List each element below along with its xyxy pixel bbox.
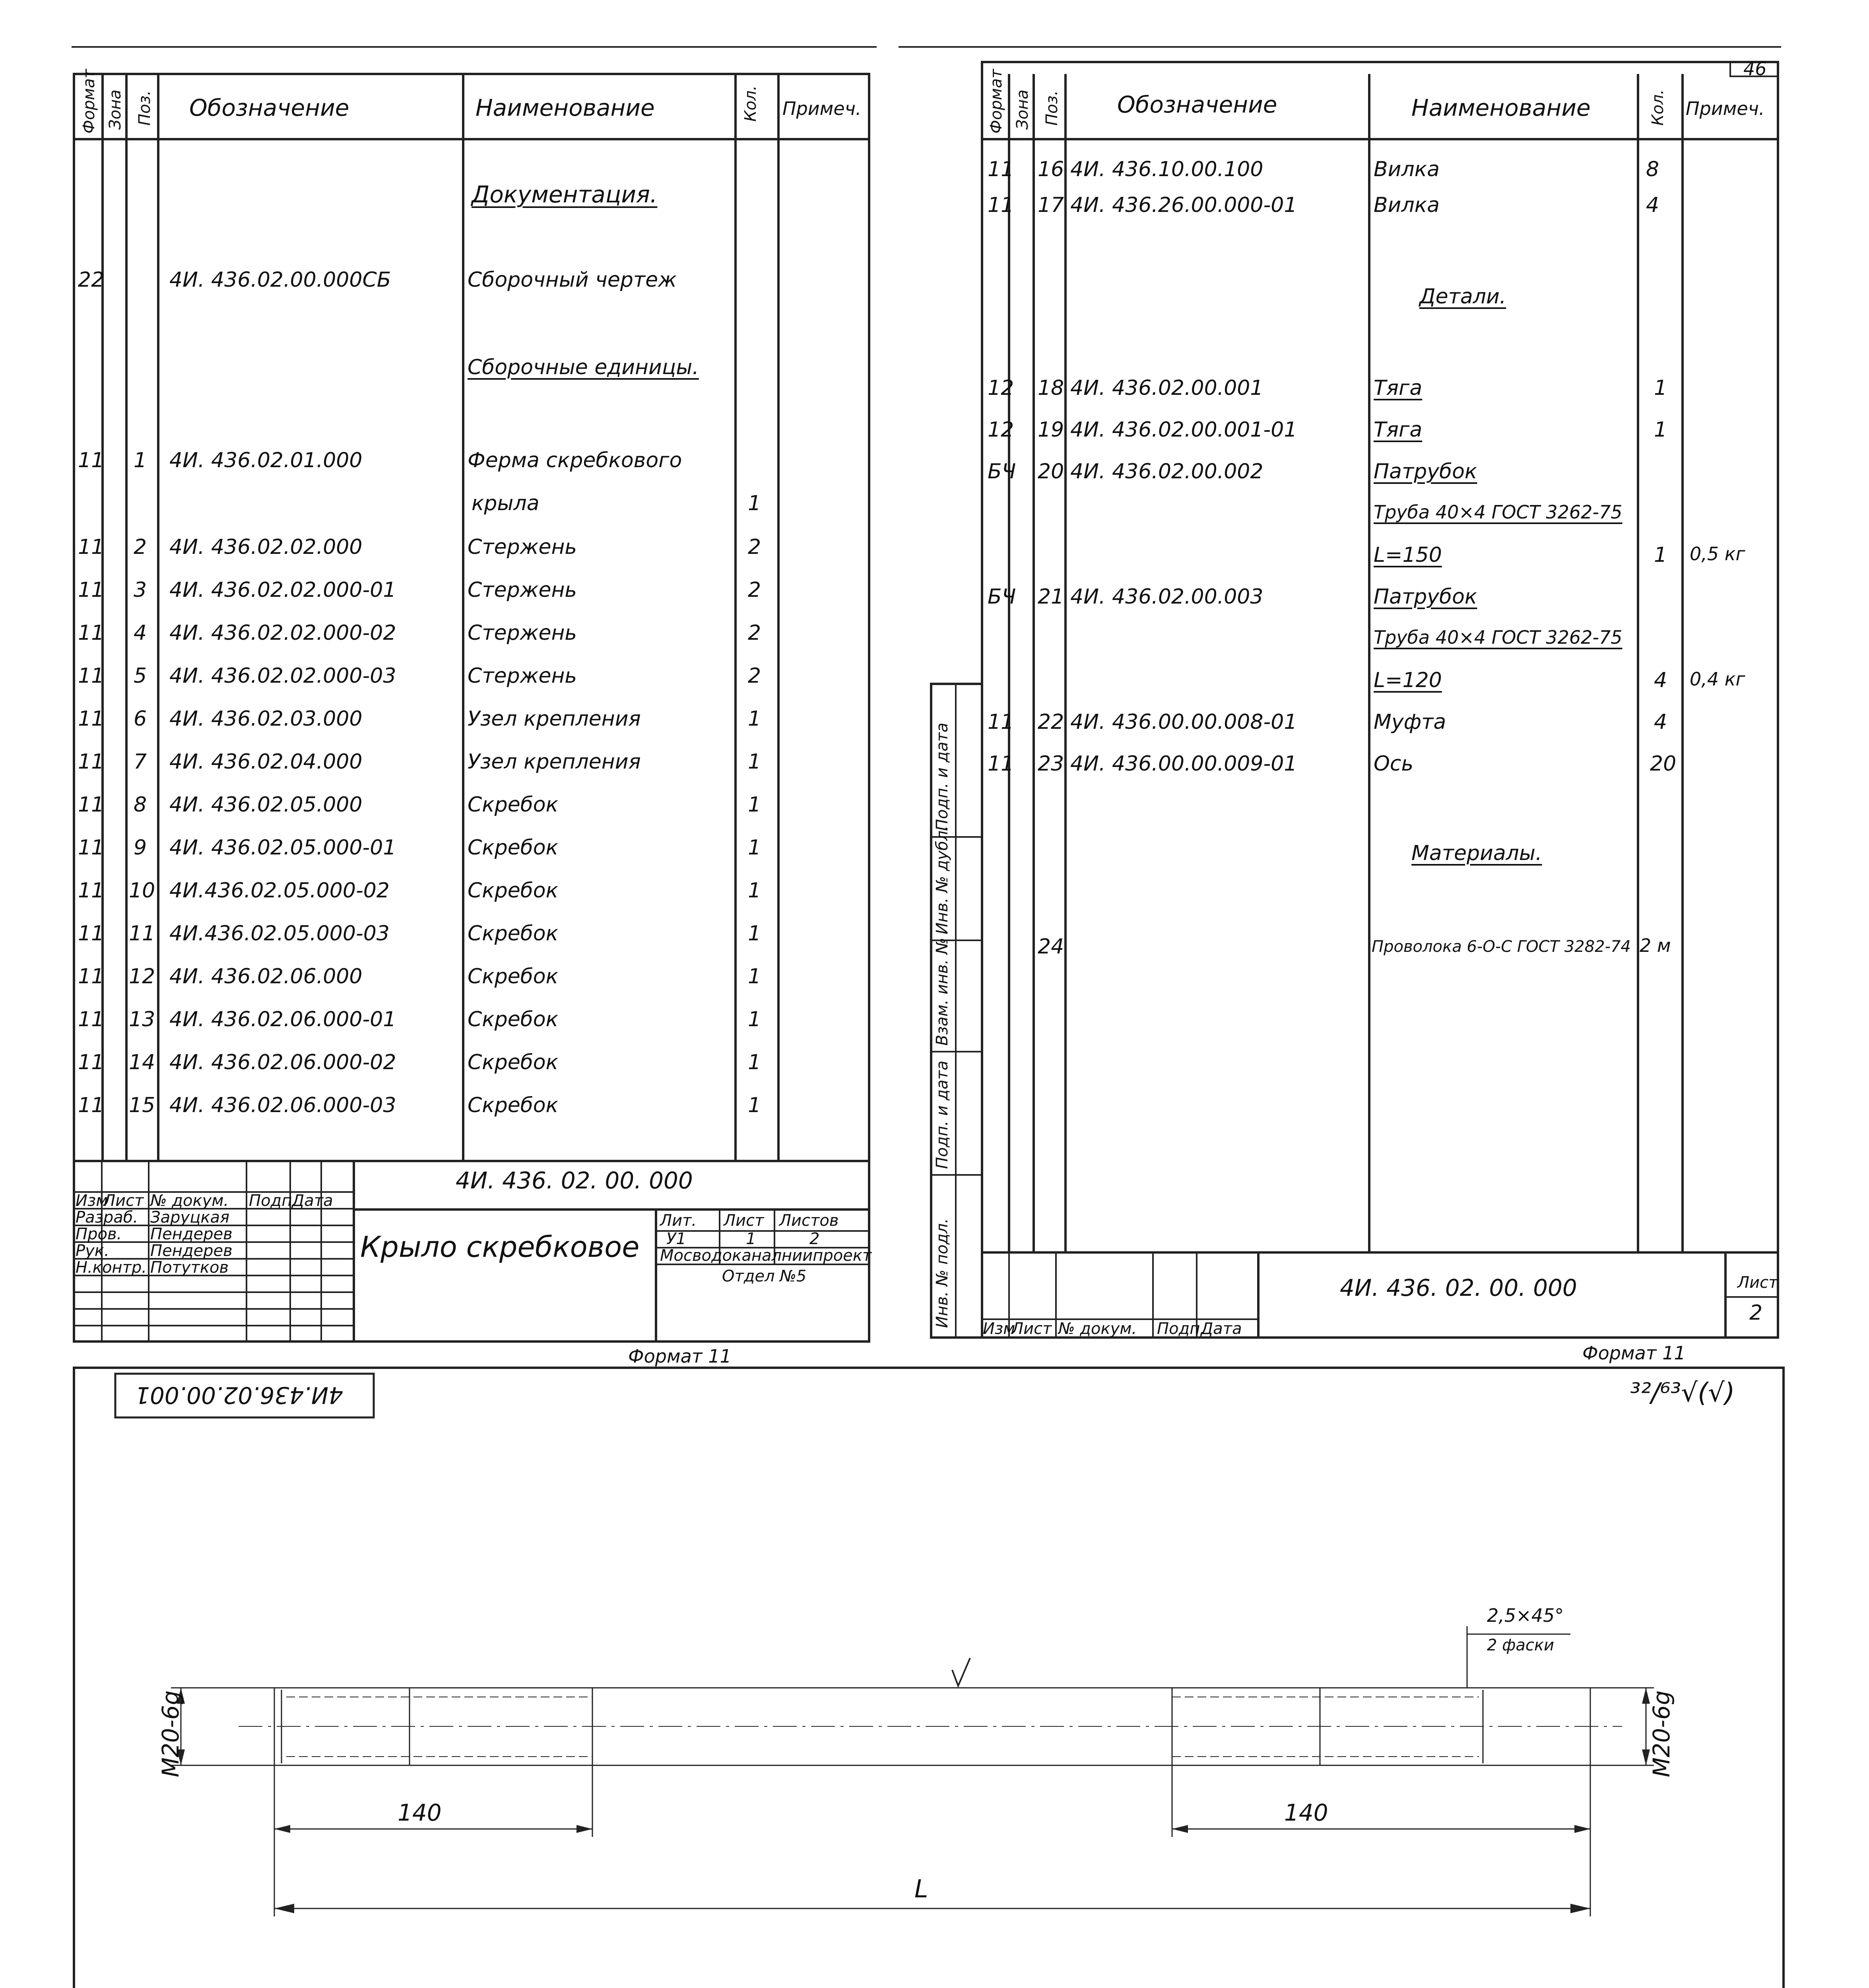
row-qty: 1 — [1654, 543, 1667, 567]
row-name: Скребок — [468, 1050, 559, 1074]
row-pos: 15 — [129, 1093, 155, 1117]
row-designation: 4И.436.02.05.000-03 — [169, 922, 390, 945]
row-format: 11 — [78, 578, 105, 602]
header-name: Наименование — [1411, 94, 1591, 121]
row-note: 0,5 кг — [1690, 543, 1745, 565]
row-designation: 4И. 436.26.00.000-01 — [1070, 193, 1297, 217]
row-name: Патрубок — [1374, 585, 1477, 609]
row-format: БЧ — [988, 585, 1016, 609]
row-pos: 14 — [129, 1050, 155, 1074]
row-qty: 2 — [748, 578, 761, 602]
row-format: 11 — [78, 750, 105, 774]
row-designation: 4И. 436.02.02.000-03 — [169, 664, 396, 688]
row-format: 11 — [78, 922, 105, 945]
row-pos: 8 — [134, 793, 147, 817]
tb-col-sign: Подп. — [1157, 1320, 1205, 1338]
row-designation: 4И. 436.02.06.000 — [169, 965, 363, 988]
row-name: Сборочные единицы. — [468, 355, 699, 379]
row-qty: 1 — [748, 879, 761, 903]
row-designation: 4И. 436.02.06.000-01 — [169, 1008, 396, 1031]
row-designation: 4И. 436.02.00.001 — [1070, 376, 1263, 400]
thread-right-label: М20-6g — [1648, 1690, 1675, 1777]
row-pos: 13 — [129, 1008, 155, 1031]
tb-sheet-label: Лист — [1737, 1274, 1778, 1292]
tb-col-doc: № докум. — [150, 1192, 229, 1210]
row-format: 11 — [78, 879, 105, 903]
tb-person: Потутков — [150, 1258, 229, 1277]
row-pos: 11 — [129, 922, 155, 945]
side-label: Инв. № подл. — [933, 1218, 951, 1328]
row-format: 12 — [988, 376, 1014, 400]
side-label: Подп. и дата — [933, 722, 951, 831]
row-pos: 21 — [1038, 585, 1064, 609]
row-format: 11 — [78, 965, 105, 988]
row-qty: 2 — [748, 621, 761, 645]
row-designation: 4И. 436.02.05.000-01 — [169, 836, 396, 860]
tb-col-date: Дата — [292, 1192, 333, 1210]
row-designation: 4И. 436.02.00.003 — [1070, 585, 1263, 609]
row-qty: 1 — [1654, 418, 1667, 442]
row-name: Скребок — [468, 922, 559, 945]
row-name: крыла — [472, 491, 540, 515]
tb-role: Н.контр. — [76, 1258, 147, 1277]
side-label: Взам. инв. № — [933, 938, 951, 1046]
row-name: Труба 40×4 ГОСТ 3262-75 — [1374, 627, 1623, 648]
header-note: Примеч. — [782, 98, 862, 119]
row-format: 11 — [988, 710, 1014, 734]
row-pos: 3 — [134, 578, 147, 602]
tb-designation: 4И. 436. 02. 00. 000 — [456, 1167, 693, 1194]
row-name: Скребок — [468, 793, 559, 817]
row-name: Сборочный чертеж — [468, 268, 677, 292]
row-format: 22 — [78, 268, 105, 292]
row-name: L=120 — [1374, 668, 1442, 692]
row-name: Труба 40×4 ГОСТ 3262-75 — [1374, 501, 1623, 523]
row-name: Стержень — [468, 578, 577, 602]
sheet-2-title-block — [982, 1252, 1778, 1338]
row-format: 11 — [78, 535, 105, 559]
row-qty: 2 — [748, 535, 761, 559]
row-pos: 18 — [1038, 376, 1064, 400]
header-name: Наименование — [475, 94, 655, 121]
row-designation: 4И. 436.00.00.008-01 — [1070, 710, 1297, 734]
tb-designation: 4И. 436. 02. 00. 000 — [1340, 1274, 1577, 1301]
row-qty: 4 — [1646, 193, 1659, 217]
tb-col-izm: Изм — [76, 1192, 108, 1210]
row-name: Скребок — [468, 965, 559, 988]
row-designation: 4И. 436.02.00.000СБ — [169, 268, 391, 292]
row-name: Узел крепления — [468, 750, 641, 774]
row-pos: 20 — [1038, 460, 1064, 483]
row-name: Скребок — [468, 1008, 559, 1031]
row-qty: 1 — [748, 750, 761, 774]
row-designation: 4И. 436.10.00.100 — [1070, 157, 1263, 181]
row-format: 11 — [988, 193, 1014, 217]
sheet-1-format-note: Формат 11 — [628, 1345, 732, 1367]
row-qty: 8 — [1646, 157, 1659, 181]
row-name: Муфта — [1374, 710, 1446, 734]
row-pos: 23 — [1038, 752, 1064, 776]
header-format: Формат — [987, 69, 1005, 134]
row-name: L=150 — [1374, 543, 1442, 567]
tb-col-date: Дата — [1201, 1320, 1242, 1338]
row-designation: 4И. 436.02.04.000 — [169, 750, 363, 774]
row-name: Тяга — [1374, 418, 1423, 442]
row-pos: 16 — [1038, 157, 1064, 181]
roughness-symbol: ³²/⁶³√(√) — [1630, 1377, 1735, 1408]
row-name: Тяга — [1374, 376, 1423, 400]
row-pos: 7 — [134, 750, 147, 774]
row-qty: 4 — [1654, 668, 1667, 692]
row-designation: 4И. 436.02.06.000-03 — [169, 1093, 396, 1117]
row-designation: 4И. 436.02.02.000 — [169, 535, 363, 559]
tb-person: Пендерев — [150, 1242, 233, 1260]
tb-person: Заруцкая — [150, 1208, 230, 1227]
header-format: Формат — [80, 69, 98, 134]
row-format: 12 — [988, 418, 1014, 442]
row-designation: 4И. 436.02.02.000-01 — [169, 578, 396, 602]
tb-role: Рук. — [76, 1242, 109, 1260]
row-name: Скребок — [468, 1093, 559, 1117]
row-format: 11 — [78, 448, 105, 472]
row-name: Ось — [1374, 752, 1414, 776]
row-qty: 1 — [748, 965, 761, 988]
side-label: Инв. № дубл. — [933, 825, 951, 934]
row-qty: 1 — [748, 793, 761, 817]
row-qty: 1 — [748, 1008, 761, 1031]
row-qty: 20 — [1650, 752, 1677, 776]
row-qty: 1 — [748, 491, 761, 515]
sheet-1-title-block — [74, 1161, 872, 1342]
header-qty: Кол. — [1649, 89, 1667, 126]
row-designation: 4И. 436.02.05.000 — [169, 793, 363, 817]
row-name: Скребок — [468, 879, 559, 903]
tb-lit: У1 — [666, 1230, 686, 1248]
row-name: Стержень — [468, 664, 577, 688]
tb-role: Пров. — [76, 1225, 122, 1243]
row-format: 11 — [78, 1008, 105, 1031]
tb-sheet: 2 — [1749, 1301, 1763, 1325]
dim-left: 140 — [398, 1799, 442, 1826]
side-label: Подп. и дата — [933, 1060, 951, 1169]
tb-dept: Отдел №5 — [722, 1267, 807, 1285]
row-format: 11 — [988, 752, 1014, 776]
row-qty: 1 — [748, 1050, 761, 1074]
row-format: 11 — [78, 1093, 105, 1117]
row-designation: 4И. 436.02.03.000 — [169, 707, 363, 731]
row-pos: 9 — [134, 836, 147, 860]
row-name: Материалы. — [1411, 841, 1542, 865]
header-pos: Поз. — [136, 90, 154, 126]
row-pos: 6 — [134, 707, 147, 731]
rotated-designation-stamp: 4И.436.02.00.001 — [135, 1382, 344, 1409]
chamfer-dimension: 2,5×45° — [1487, 1605, 1564, 1626]
row-name: Стержень — [468, 621, 577, 645]
row-qty: 4 — [1654, 710, 1667, 734]
row-pos: 12 — [129, 965, 155, 988]
row-qty: 2 м — [1640, 935, 1671, 956]
row-pos: 19 — [1038, 418, 1064, 442]
row-format: БЧ — [988, 460, 1016, 483]
row-format: 11 — [78, 621, 105, 645]
row-pos: 22 — [1038, 710, 1064, 734]
row-designation: 4И. 436.02.06.000-02 — [169, 1050, 396, 1074]
row-format: 11 — [78, 1050, 105, 1074]
row-format: 11 — [988, 157, 1014, 181]
row-format: 11 — [78, 664, 105, 688]
sheet-2-format-note: Формат 11 — [1582, 1342, 1686, 1364]
row-format: 11 — [78, 836, 105, 860]
dim-right: 140 — [1284, 1799, 1328, 1826]
tb-col-list: Лист — [1011, 1320, 1052, 1338]
row-designation: 4И.436.02.05.000-02 — [169, 879, 390, 903]
row-pos: 5 — [134, 664, 147, 688]
tb-sheet: 1 — [746, 1230, 756, 1248]
row-qty: 1 — [748, 707, 761, 731]
row-qty: 1 — [748, 836, 761, 860]
row-qty: 1 — [748, 922, 761, 945]
table-row — [74, 183, 869, 226]
tb-lit-label: Лит. — [660, 1211, 697, 1230]
row-qty: 1 — [748, 1093, 761, 1117]
row-name: Документация. — [472, 181, 658, 208]
row-designation: 4И. 436.02.02.000-02 — [169, 621, 396, 645]
header-note: Примеч. — [1686, 98, 1765, 119]
row-pos: 17 — [1038, 193, 1064, 217]
row-pos: 1 — [134, 448, 147, 472]
chamfer-note: 2 фаски — [1487, 1636, 1555, 1654]
row-designation: 4И. 436.02.00.001-01 — [1070, 418, 1297, 442]
row-pos: 2 — [134, 535, 147, 559]
tb-org: Мосводоканалниипроект — [660, 1246, 872, 1265]
tb-person: Пендерев — [150, 1225, 233, 1243]
header-designation: Обозначение — [189, 94, 349, 121]
header-qty: Кол. — [741, 85, 760, 122]
row-pos: 24 — [1038, 935, 1064, 959]
thread-left-label: М20-6g — [157, 1690, 184, 1777]
header-pos: Поз. — [1043, 90, 1061, 126]
row-designation: 4И. 436.02.01.000 — [169, 448, 363, 472]
header-zone: Зона — [1013, 89, 1032, 130]
tb-col-list: Лист — [103, 1192, 144, 1210]
header-designation: Обозначение — [1117, 91, 1277, 118]
row-name: Скребок — [468, 836, 559, 860]
row-name: Детали. — [1419, 285, 1506, 309]
tb-col-doc: № докум. — [1058, 1320, 1137, 1338]
row-name: Вилка — [1374, 193, 1440, 217]
tb-title: Крыло скребковое — [360, 1230, 640, 1264]
row-qty: 1 — [1654, 376, 1667, 400]
row-name: Вилка — [1374, 157, 1440, 181]
row-name: Проволока 6-О-С ГОСТ 3282-74 — [1372, 938, 1631, 956]
row-format: 11 — [78, 793, 105, 817]
row-pos: 10 — [129, 879, 155, 903]
tb-sheet-label: Лист — [724, 1211, 764, 1230]
row-name: Стержень — [468, 535, 577, 559]
row-designation: 4И. 436.02.00.002 — [1070, 460, 1263, 483]
row-name: Узел крепления — [468, 707, 641, 731]
sheet-2-side-strip — [931, 684, 982, 1338]
tb-col-sign: Подп. — [249, 1192, 297, 1210]
tb-sheets-label: Листов — [779, 1211, 839, 1230]
row-qty: 2 — [748, 664, 761, 688]
tb-sheets: 2 — [809, 1230, 820, 1248]
row-designation: 4И. 436.00.00.009-01 — [1070, 752, 1297, 776]
row-name: Патрубок — [1374, 460, 1477, 483]
row-format: 11 — [78, 707, 105, 731]
header-zone: Зона — [106, 89, 124, 130]
row-pos: 4 — [134, 621, 147, 645]
dim-total: L — [914, 1874, 928, 1903]
corner-number: 46 — [1743, 58, 1767, 80]
tb-col-izm: Изм — [983, 1320, 1015, 1338]
row-note: 0,4 кг — [1690, 668, 1745, 690]
row-name: Ферма скребкового — [468, 448, 682, 472]
tb-role: Разраб. — [76, 1208, 138, 1227]
